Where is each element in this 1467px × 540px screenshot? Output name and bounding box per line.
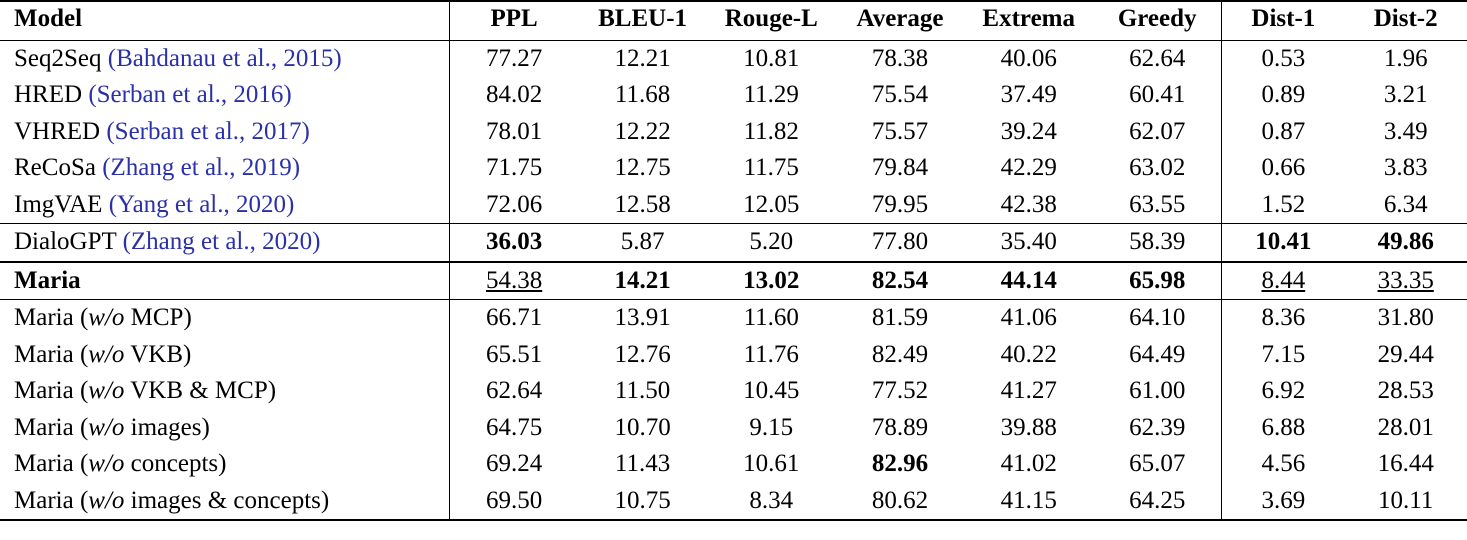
cell-ppl: 65.51 <box>449 337 578 374</box>
cell-average: 82.49 <box>871 340 929 368</box>
cell-bleu1: 12.21 <box>614 44 671 72</box>
cell-greedy: 65.07 <box>1129 450 1186 477</box>
cell-rougel: 11.76 <box>743 340 799 368</box>
cell-dist1: 7.15 <box>1222 337 1345 374</box>
cell-dist2: 31.80 <box>1377 304 1434 331</box>
model-label-tail: concepts) <box>124 450 227 477</box>
cell-bleu1: 12.22 <box>614 117 671 145</box>
cell-average: 79.84 <box>871 154 929 181</box>
cell-rougel: 13.02 <box>707 262 836 300</box>
citation-link[interactable]: (Bahdanau et al., 2015) <box>107 44 342 72</box>
model-label: Maria ( <box>14 450 89 477</box>
cell-greedy: 62.64 <box>1129 44 1186 72</box>
cell-extrema: 37.49 <box>1000 81 1057 108</box>
table-row <box>0 410 1467 447</box>
table-body <box>0 40 1467 520</box>
model-label: Maria ( <box>14 377 89 404</box>
cell-dist2: 6.34 <box>1344 187 1467 224</box>
model-label-emphasis: w/o <box>88 450 125 477</box>
table-header-row <box>0 1 1467 40</box>
cell-extrema: 41.06 <box>1000 304 1057 331</box>
model-label-tail: VKB & MCP) <box>124 377 277 404</box>
cell-average: 78.38 <box>871 44 929 72</box>
cell-bleu1: 5.87 <box>578 224 707 262</box>
cell-dist1: 6.88 <box>1222 410 1345 447</box>
cell-model-name <box>0 150 449 187</box>
table-row <box>0 483 1467 521</box>
column-header-greedy: Greedy <box>1093 1 1222 40</box>
cell-model-name <box>0 262 449 300</box>
model-label: VHRED <box>14 117 107 145</box>
cell-ppl: 71.75 <box>449 150 578 187</box>
cell-dist1: 0.87 <box>1222 114 1345 151</box>
table-row <box>0 114 1467 151</box>
cell-greedy: 62.07 <box>1129 117 1186 145</box>
cell-rougel: 10.45 <box>743 377 800 404</box>
model-label-emphasis: w/o <box>88 413 125 441</box>
cell-extrema: 35.40 <box>964 224 1093 262</box>
cell-ppl: 62.64 <box>449 373 578 410</box>
cell-greedy: 64.49 <box>1129 340 1186 368</box>
cell-greedy: 61.00 <box>1129 377 1186 404</box>
cell-average: 75.57 <box>871 117 929 145</box>
citation-link[interactable]: (Yang et al., 2020) <box>108 190 295 218</box>
cell-dist2: 28.53 <box>1377 377 1434 404</box>
column-header-extrema: Extrema <box>964 1 1093 40</box>
cell-dist1: 0.66 <box>1222 150 1345 187</box>
model-label: ReCoSa <box>14 154 103 181</box>
model-label-emphasis: w/o <box>88 304 125 331</box>
cell-extrema: 41.27 <box>1000 377 1057 404</box>
cell-extrema: 40.06 <box>1000 44 1057 72</box>
citation-link[interactable]: (Zhang et al., 2019) <box>102 154 301 181</box>
cell-dist1: 0.53 <box>1222 40 1345 77</box>
cell-average: 82.54 <box>836 262 965 300</box>
table-row <box>0 40 1467 77</box>
cell-ppl: 64.75 <box>449 410 578 447</box>
model-label: Seq2Seq <box>14 44 108 72</box>
cell-dist2: 10.11 <box>1344 483 1467 521</box>
cell-rougel: 8.34 <box>707 483 836 521</box>
cell-bleu1: 11.68 <box>614 81 671 108</box>
model-label: DialoGPT <box>14 228 123 255</box>
cell-greedy: 65.98 <box>1093 262 1222 300</box>
cell-rougel: 12.05 <box>707 187 836 224</box>
citation-link[interactable]: (Serban et al., 2017) <box>106 117 310 145</box>
cell-extrema: 39.88 <box>1000 413 1057 441</box>
column-header-rougel: Rouge-L <box>707 1 836 40</box>
model-label: HRED <box>14 81 89 108</box>
cell-model-name <box>0 77 449 114</box>
cell-bleu1: 12.75 <box>614 154 671 181</box>
cell-extrema: 42.38 <box>964 187 1093 224</box>
cell-dist1: 6.92 <box>1222 373 1345 410</box>
cell-dist1: 8.44 <box>1222 262 1345 300</box>
cell-extrema: 42.29 <box>1000 154 1057 181</box>
cell-ppl: 54.38 <box>449 262 578 300</box>
table-row <box>0 77 1467 114</box>
cell-rougel: 10.61 <box>743 450 800 477</box>
cell-ppl: 69.24 <box>449 446 578 483</box>
cell-model-name <box>0 337 449 374</box>
cell-rougel: 11.29 <box>743 81 799 108</box>
column-header-average: Average <box>836 1 965 40</box>
cell-average: 77.52 <box>871 377 929 404</box>
cell-bleu1: 13.91 <box>614 304 671 331</box>
cell-dist1: 10.41 <box>1222 224 1345 262</box>
column-header-dist2: Dist-2 <box>1344 1 1467 40</box>
cell-average: 75.54 <box>871 81 929 108</box>
cell-model-name <box>0 224 449 262</box>
cell-greedy: 63.55 <box>1093 187 1222 224</box>
table-row <box>0 373 1467 410</box>
cell-average: 80.62 <box>836 483 965 521</box>
model-label-emphasis: w/o <box>88 340 125 368</box>
cell-greedy: 64.25 <box>1093 483 1222 521</box>
cell-rougel: 11.60 <box>743 304 799 331</box>
cell-bleu1: 11.43 <box>614 450 671 477</box>
column-header-dist1: Dist-1 <box>1222 1 1345 40</box>
cell-dist2: 33.35 <box>1344 262 1467 300</box>
cell-greedy: 63.02 <box>1129 154 1186 181</box>
cell-average: 81.59 <box>871 304 929 331</box>
cell-model-name <box>0 114 449 151</box>
table-row <box>0 300 1467 337</box>
cell-greedy: 58.39 <box>1093 224 1222 262</box>
cell-average: 77.80 <box>836 224 965 262</box>
model-label: ImgVAE <box>14 190 109 218</box>
table-row <box>0 446 1467 483</box>
model-label: Maria <box>14 266 81 294</box>
cell-average: 79.95 <box>836 187 965 224</box>
cell-rougel: 11.75 <box>743 154 799 181</box>
column-header-model: Model <box>0 1 449 40</box>
cell-model-name <box>0 483 449 521</box>
column-header-bleu1: BLEU-1 <box>578 1 707 40</box>
cell-model-name <box>0 373 449 410</box>
model-label: Maria ( <box>14 304 89 331</box>
table-row <box>0 337 1467 374</box>
cell-model-name <box>0 187 449 224</box>
model-label: Maria ( <box>14 413 89 441</box>
cell-extrema: 39.24 <box>1000 117 1057 145</box>
cell-dist2: 1.96 <box>1383 44 1428 72</box>
cell-dist2: 16.44 <box>1377 450 1434 477</box>
cell-ppl: 78.01 <box>449 114 578 151</box>
table-row <box>0 187 1467 224</box>
cell-greedy: 60.41 <box>1129 81 1186 108</box>
cell-greedy: 64.10 <box>1129 304 1186 331</box>
cell-extrema: 41.02 <box>1000 450 1057 477</box>
model-label: Maria ( <box>14 486 89 514</box>
cell-ppl: 66.71 <box>449 300 578 337</box>
citation-link[interactable]: (Serban et al., 2016) <box>88 81 292 108</box>
table-row <box>0 150 1467 187</box>
cell-ppl: 77.27 <box>449 40 578 77</box>
model-label-emphasis: w/o <box>88 377 125 404</box>
cell-dist2: 49.86 <box>1344 224 1467 262</box>
cell-bleu1: 11.50 <box>614 377 671 404</box>
cell-extrema: 44.14 <box>964 262 1093 300</box>
cell-bleu1: 10.70 <box>614 413 671 441</box>
cell-dist1: 0.89 <box>1222 77 1345 114</box>
cell-dist1: 3.69 <box>1222 483 1345 521</box>
model-label-tail: images & concepts) <box>124 486 330 514</box>
cell-bleu1: 12.76 <box>614 340 671 368</box>
cell-bleu1: 14.21 <box>578 262 707 300</box>
cell-average: 78.89 <box>871 413 929 441</box>
table-row <box>0 262 1467 300</box>
cell-average: 82.96 <box>871 450 929 477</box>
table-row <box>0 224 1467 262</box>
model-label-tail: MCP) <box>124 304 192 331</box>
cell-rougel: 11.82 <box>743 117 799 145</box>
cell-ppl: 69.50 <box>449 483 578 521</box>
cell-bleu1: 12.58 <box>578 187 707 224</box>
cell-dist2: 29.44 <box>1377 340 1434 368</box>
citation-link[interactable]: (Zhang et al., 2020) <box>122 228 321 255</box>
cell-ppl: 84.02 <box>449 77 578 114</box>
cell-extrema: 41.15 <box>964 483 1093 521</box>
cell-ppl: 72.06 <box>449 187 578 224</box>
cell-rougel: 9.15 <box>749 413 794 441</box>
cell-dist2: 28.01 <box>1377 413 1434 441</box>
cell-model-name <box>0 40 449 77</box>
cell-rougel: 5.20 <box>707 224 836 262</box>
model-label-tail: images) <box>124 413 210 441</box>
cell-greedy: 62.39 <box>1129 413 1186 441</box>
cell-model-name <box>0 410 449 447</box>
cell-extrema: 40.22 <box>1000 340 1057 368</box>
model-label: Maria ( <box>14 340 89 368</box>
model-label-tail: VKB) <box>124 340 192 368</box>
cell-model-name <box>0 446 449 483</box>
cell-dist1: 4.56 <box>1222 446 1345 483</box>
cell-dist2: 3.83 <box>1383 154 1428 181</box>
cell-model-name <box>0 300 449 337</box>
cell-dist2: 3.21 <box>1383 81 1428 108</box>
cell-ppl: 36.03 <box>449 224 578 262</box>
cell-dist1: 8.36 <box>1222 300 1345 337</box>
cell-dist1: 1.52 <box>1222 187 1345 224</box>
model-label-emphasis: w/o <box>88 486 125 514</box>
cell-dist2: 3.49 <box>1383 117 1428 145</box>
column-header-ppl: PPL <box>449 1 578 40</box>
cell-bleu1: 10.75 <box>578 483 707 521</box>
cell-rougel: 10.81 <box>743 44 800 72</box>
